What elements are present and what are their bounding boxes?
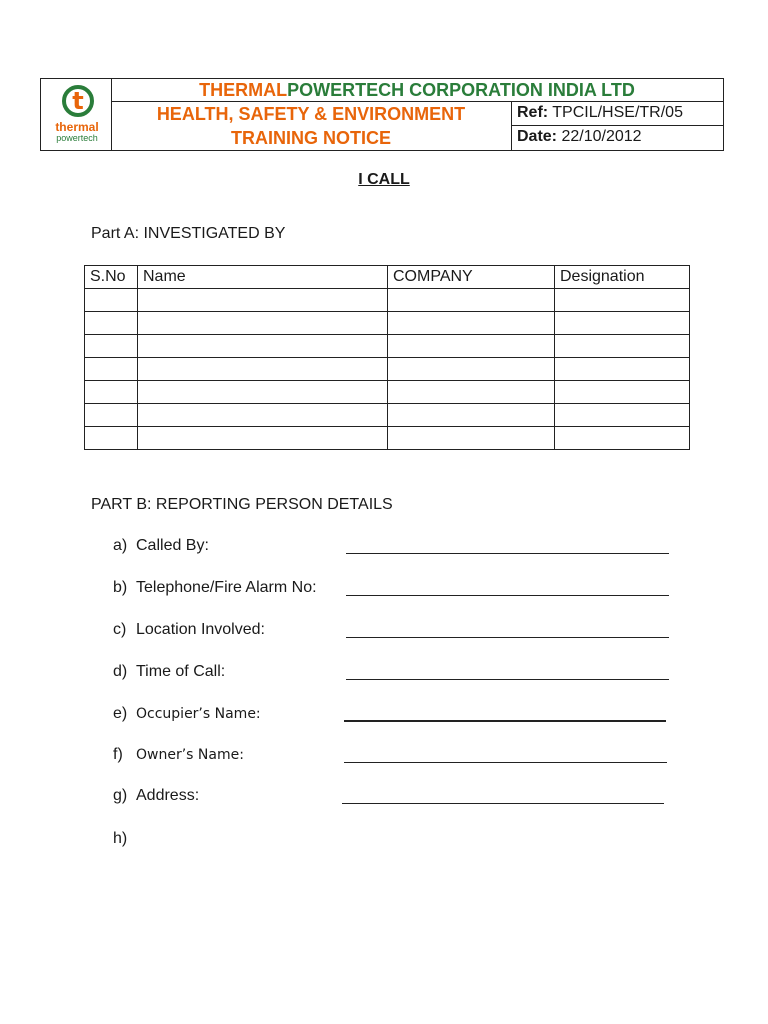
address-label: Address: bbox=[136, 787, 200, 804]
table-cell[interactable] bbox=[555, 335, 690, 358]
item-h bbox=[113, 830, 127, 848]
table-cell[interactable] bbox=[555, 404, 690, 427]
thermal-powertech-logo bbox=[41, 79, 111, 150]
table-cell[interactable] bbox=[555, 312, 690, 335]
logo-cell bbox=[41, 79, 112, 150]
table-cell[interactable] bbox=[388, 427, 555, 450]
table-cell[interactable] bbox=[388, 404, 555, 427]
table-row bbox=[85, 312, 690, 335]
col-designation: Designation bbox=[555, 266, 690, 289]
date-value: 22/10/2012 bbox=[561, 128, 642, 145]
telephone-field bbox=[113, 579, 317, 597]
table-row bbox=[85, 289, 690, 312]
item-marker: e) bbox=[113, 705, 128, 722]
svg-text:t: t bbox=[72, 87, 84, 115]
item-marker: b) bbox=[113, 579, 128, 596]
table-cell[interactable] bbox=[388, 312, 555, 335]
time-of-call-input-line[interactable] bbox=[346, 679, 669, 680]
part-b-heading: PART B: REPORTING PERSON DETAILS bbox=[91, 496, 393, 513]
table-cell[interactable] bbox=[85, 404, 138, 427]
ref-label: Ref: bbox=[517, 104, 549, 121]
occupier-name-label: Occupier’s Name: bbox=[136, 706, 261, 722]
item-marker: h) bbox=[113, 830, 128, 847]
document-title: I CALL bbox=[358, 171, 410, 188]
table-cell[interactable] bbox=[138, 358, 388, 381]
table-cell[interactable] bbox=[85, 427, 138, 450]
location-label: Location Involved: bbox=[136, 621, 265, 638]
location-input-line[interactable] bbox=[346, 637, 669, 638]
owner-name-field bbox=[113, 746, 244, 764]
notice-title-line1: HEALTH, SAFETY & ENVIRONMENT bbox=[156, 104, 466, 124]
document-header bbox=[40, 78, 724, 151]
table-row bbox=[85, 381, 690, 404]
table-row bbox=[85, 404, 690, 427]
item-marker: g) bbox=[113, 787, 128, 804]
item-marker: f) bbox=[113, 746, 123, 763]
table-cell[interactable] bbox=[555, 358, 690, 381]
table-cell[interactable] bbox=[138, 312, 388, 335]
table-cell[interactable] bbox=[388, 381, 555, 404]
table-cell[interactable] bbox=[85, 289, 138, 312]
part-a-heading: Part A: INVESTIGATED BY bbox=[91, 225, 286, 242]
table-cell[interactable] bbox=[138, 427, 388, 450]
table-cell[interactable] bbox=[138, 404, 388, 427]
occupier-name-field bbox=[113, 705, 261, 723]
table-cell[interactable] bbox=[85, 312, 138, 335]
telephone-input-line[interactable] bbox=[346, 595, 669, 596]
called-by-input-line[interactable] bbox=[346, 553, 669, 554]
address-field bbox=[113, 787, 200, 805]
col-sno: S.No bbox=[85, 266, 138, 289]
table-row bbox=[85, 335, 690, 358]
table-cell[interactable] bbox=[388, 335, 555, 358]
table-cell[interactable] bbox=[388, 358, 555, 381]
table-cell[interactable] bbox=[388, 289, 555, 312]
owner-name-label: Owner’s Name: bbox=[136, 747, 244, 763]
svg-text:thermal: thermal bbox=[55, 120, 99, 134]
date-label: Date: bbox=[517, 128, 558, 145]
table-cell[interactable] bbox=[85, 381, 138, 404]
item-marker: c) bbox=[113, 621, 127, 638]
table-cell[interactable] bbox=[555, 427, 690, 450]
company-name-cell bbox=[111, 79, 723, 102]
item-marker: d) bbox=[113, 663, 128, 680]
col-company: COMPANY bbox=[388, 266, 555, 289]
svg-text:powertech: powertech bbox=[56, 133, 98, 143]
ref-value: TPCIL/HSE/TR/05 bbox=[552, 104, 683, 121]
table-cell[interactable] bbox=[85, 358, 138, 381]
owner-name-input-line[interactable] bbox=[344, 762, 667, 763]
table-header-row bbox=[85, 266, 690, 289]
location-field bbox=[113, 621, 265, 639]
table-cell[interactable] bbox=[138, 381, 388, 404]
time-of-call-label: Time of Call: bbox=[136, 663, 226, 680]
table-cell[interactable] bbox=[138, 335, 388, 358]
telephone-label: Telephone/Fire Alarm No: bbox=[136, 579, 317, 596]
called-by-label: Called By: bbox=[136, 537, 209, 554]
table-cell[interactable] bbox=[85, 335, 138, 358]
company-name: THERMALPOWERTECH CORPORATION INDIA LTD bbox=[199, 80, 635, 100]
notice-title-cell bbox=[111, 101, 512, 150]
col-name: Name bbox=[138, 266, 388, 289]
address-input-line[interactable] bbox=[342, 803, 664, 804]
occupier-name-input-line[interactable] bbox=[344, 720, 666, 722]
table-row bbox=[85, 358, 690, 381]
called-by-field bbox=[113, 537, 209, 555]
table-cell[interactable] bbox=[555, 381, 690, 404]
table-cell[interactable] bbox=[138, 289, 388, 312]
time-of-call-field bbox=[113, 663, 226, 681]
date-cell bbox=[511, 125, 723, 150]
notice-title-line2: TRAINING NOTICE bbox=[231, 128, 391, 148]
investigators-table bbox=[84, 265, 690, 450]
item-marker: a) bbox=[113, 537, 128, 554]
table-cell[interactable] bbox=[555, 289, 690, 312]
table-row bbox=[85, 427, 690, 450]
notice-title bbox=[111, 102, 511, 150]
ref-cell bbox=[511, 101, 723, 126]
